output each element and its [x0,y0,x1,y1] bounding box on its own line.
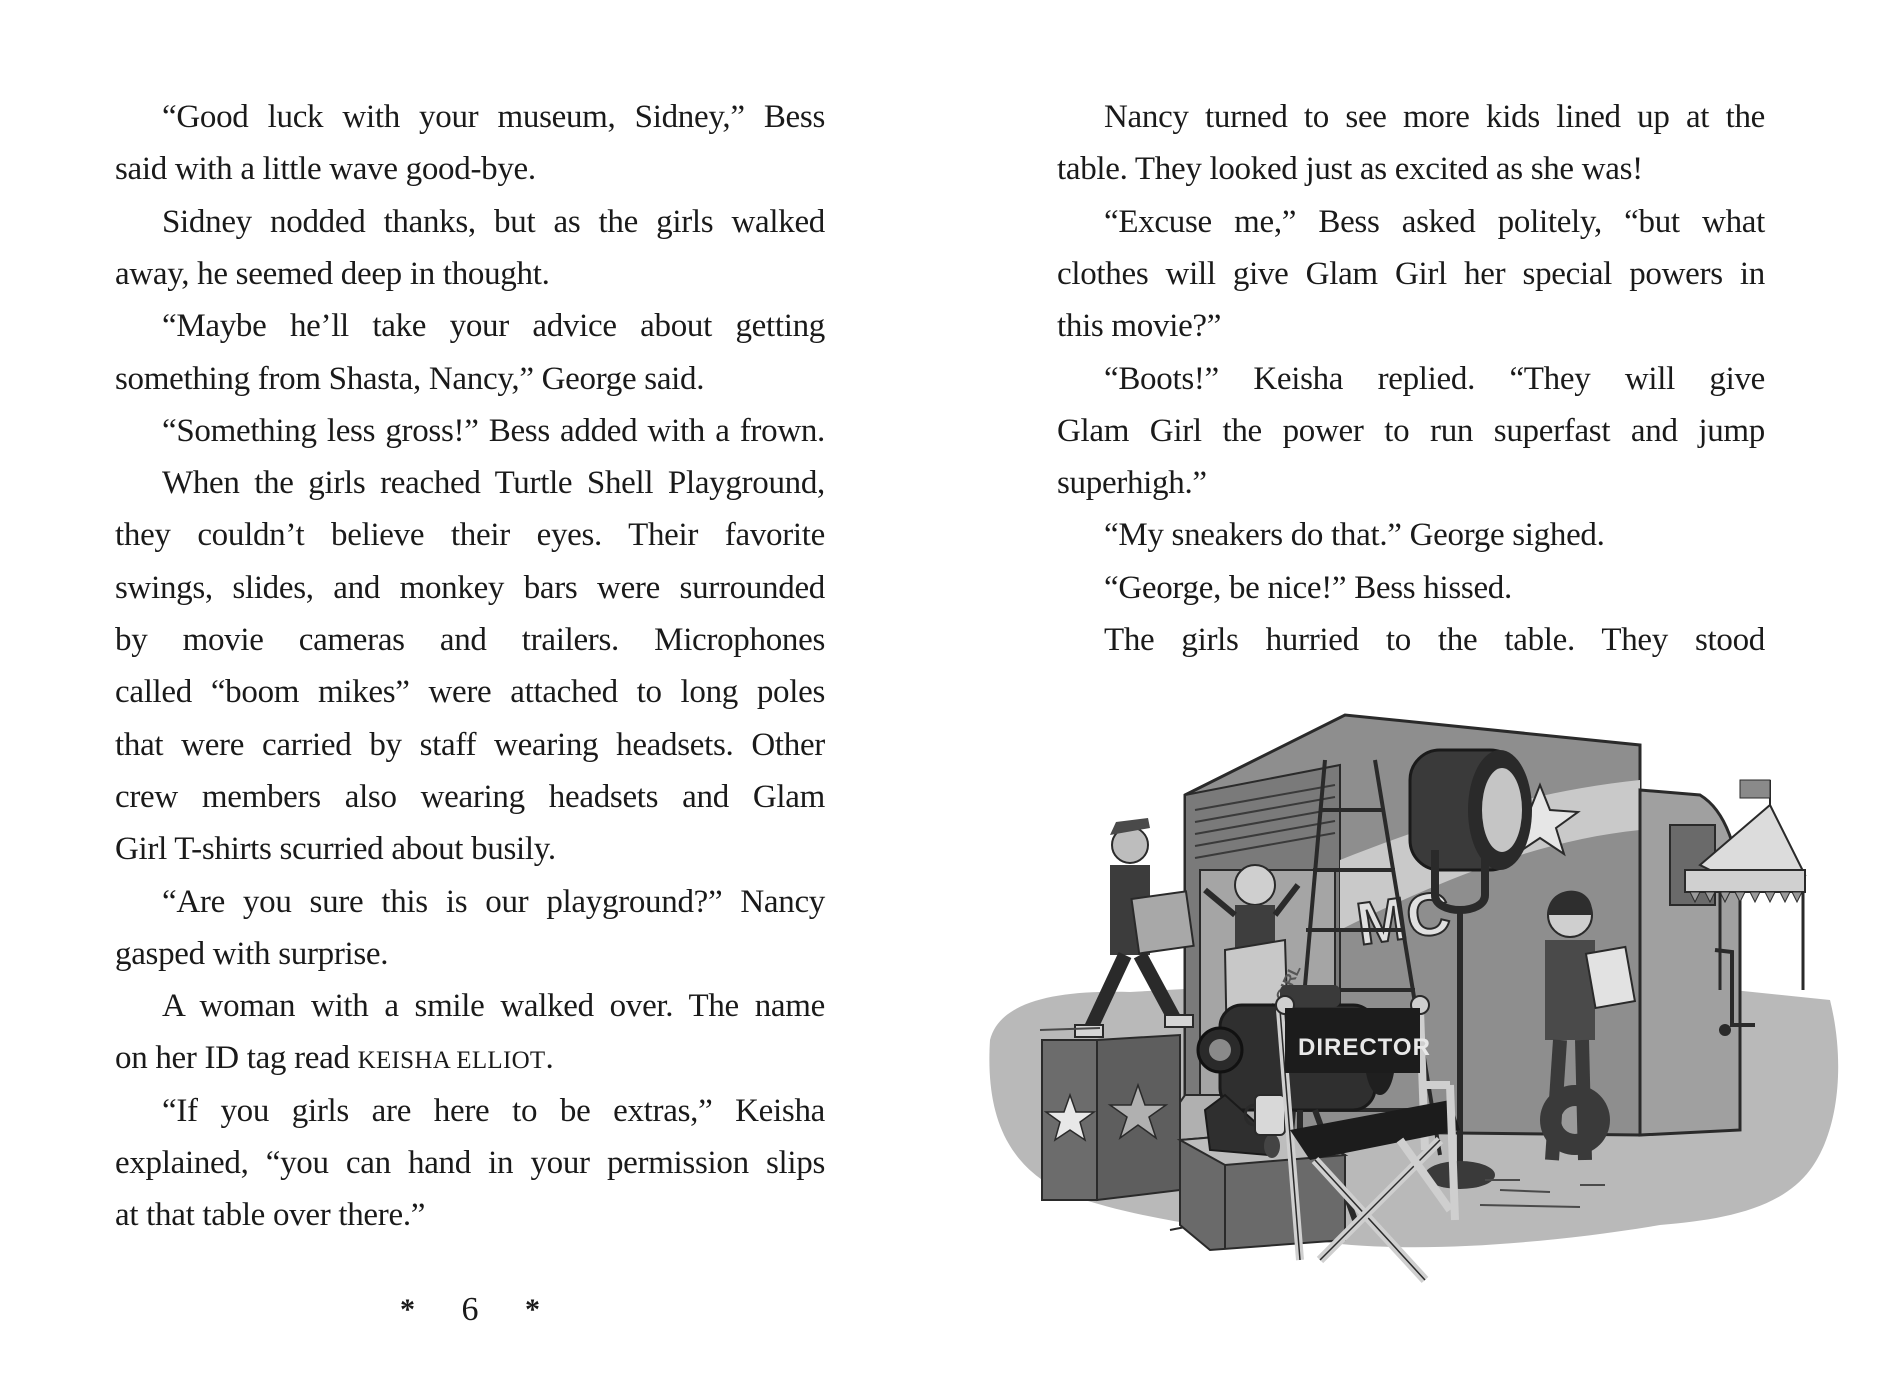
folio-star-right-icon: * [525,1293,540,1326]
line-text: gasped with surprise. [115,935,389,972]
text-line [115,1143,825,1183]
line-text: away, he seemed deep in thought. [115,255,550,292]
crate-label: GIRL [1273,962,1305,1005]
text-line [1057,149,1765,189]
text-line [115,254,825,294]
line-text: Sidney nodded thanks, but as the girls walked [162,203,825,240]
name-tag-smallcaps: KEISHA ELLIOT [357,1047,546,1075]
line-text: “Excuse me,” Bess asked politely, “but what [1104,203,1765,240]
text-line [1104,97,1765,137]
line-text: by movie cameras and trailers. Microphones [115,622,825,658]
line-text: swings, slides, and monkey bars were surrounded [115,569,825,606]
text-line [115,672,825,712]
line-text: crew members also wearing headsets and Glam [115,778,825,815]
line-text: said with a little wave good-bye. [115,151,536,188]
text-line [1057,254,1765,294]
line-text: at that table over there.” [115,1197,426,1234]
text-line [115,934,825,974]
text-line [115,359,825,399]
line-text: clothes will give Glam Girl her special powers in [1057,255,1765,292]
text-line [1104,202,1765,242]
line-text: Girl T-shirts scurried about busily. [115,831,556,868]
left-page [0,0,940,1400]
truck-label: MC [1352,878,1455,958]
line-text: “Maybe he’ll take your advice about getting [162,308,825,345]
line-text: “My sneakers do that.” George sighed. [1104,517,1605,554]
line-text: The girls hurried to the table. They stood [1104,622,1765,658]
line-text: Glam Girl the power to run superfast and jump [1057,412,1765,449]
star-trunk-icon [1042,1035,1180,1200]
page-number: 6 [461,1291,479,1328]
line-text: table. They looked just as excited as she was! [1057,151,1643,188]
text-line [1104,515,1765,555]
line-text: called “boom mikes” were attached to long poles [115,674,825,711]
text-line [1104,359,1765,399]
text-line [1057,306,1765,346]
line-text: they couldn’t believe their eyes. Their favorite [115,517,825,554]
line-text: “Are you sure this is our playground?” Nancy [162,883,825,920]
text-line [1057,463,1765,503]
line-text: “Boots!” Keisha replied. “They will give [1104,360,1765,397]
line-text: When the girls reached Turtle Shell Playground, [162,465,825,502]
text-line [162,1091,825,1131]
text-line [115,1038,825,1081]
line-text: something from Shasta, Nancy,” George said. [115,360,705,397]
movie-set-illustration [980,700,1840,1310]
line-text: superhigh.” [1057,465,1207,502]
text-line [1057,411,1765,451]
line-text: Nancy turned to see more kids lined up at the [1104,99,1765,135]
text-line [162,306,825,346]
text-line [162,882,825,922]
illustration-svg [980,700,1840,1310]
line-text: A woman with a smile walked over. The name [162,988,825,1025]
text-line [115,777,825,817]
line-text: that were carried by staff wearing headsets. Other [115,726,825,763]
line-text: explained, “you can hand in your permission slips [115,1145,825,1181]
line-text: this movie?” [1057,308,1222,345]
text-line [162,97,825,137]
text-line [115,568,825,608]
line-text: “Good luck with your museum, Sidney,” Bess [162,99,825,135]
text-line [1104,568,1765,608]
text-line [162,411,825,451]
text-line [115,725,825,765]
text-line [115,149,825,189]
text-line [115,515,825,555]
line-text: “Something less gross!” Bess added with a frown. [162,412,825,449]
line-text: “If you girls are here to be extras,” Keisha [162,1092,825,1129]
folio-star-left-icon: * [400,1293,415,1326]
line-text: “George, be nice!” Bess hissed. [1104,569,1512,606]
chair-label: DIRECTOR [1298,1034,1431,1061]
text-line [115,1195,825,1235]
text-line [1104,620,1765,660]
text-line [162,986,825,1026]
page-folio [400,1290,540,1330]
text-line [162,463,825,503]
text-line [115,829,825,869]
text-line [162,202,825,242]
line-text-after: . [545,1040,554,1077]
text-line [115,620,825,660]
line-text: on her ID tag read [115,1040,358,1077]
